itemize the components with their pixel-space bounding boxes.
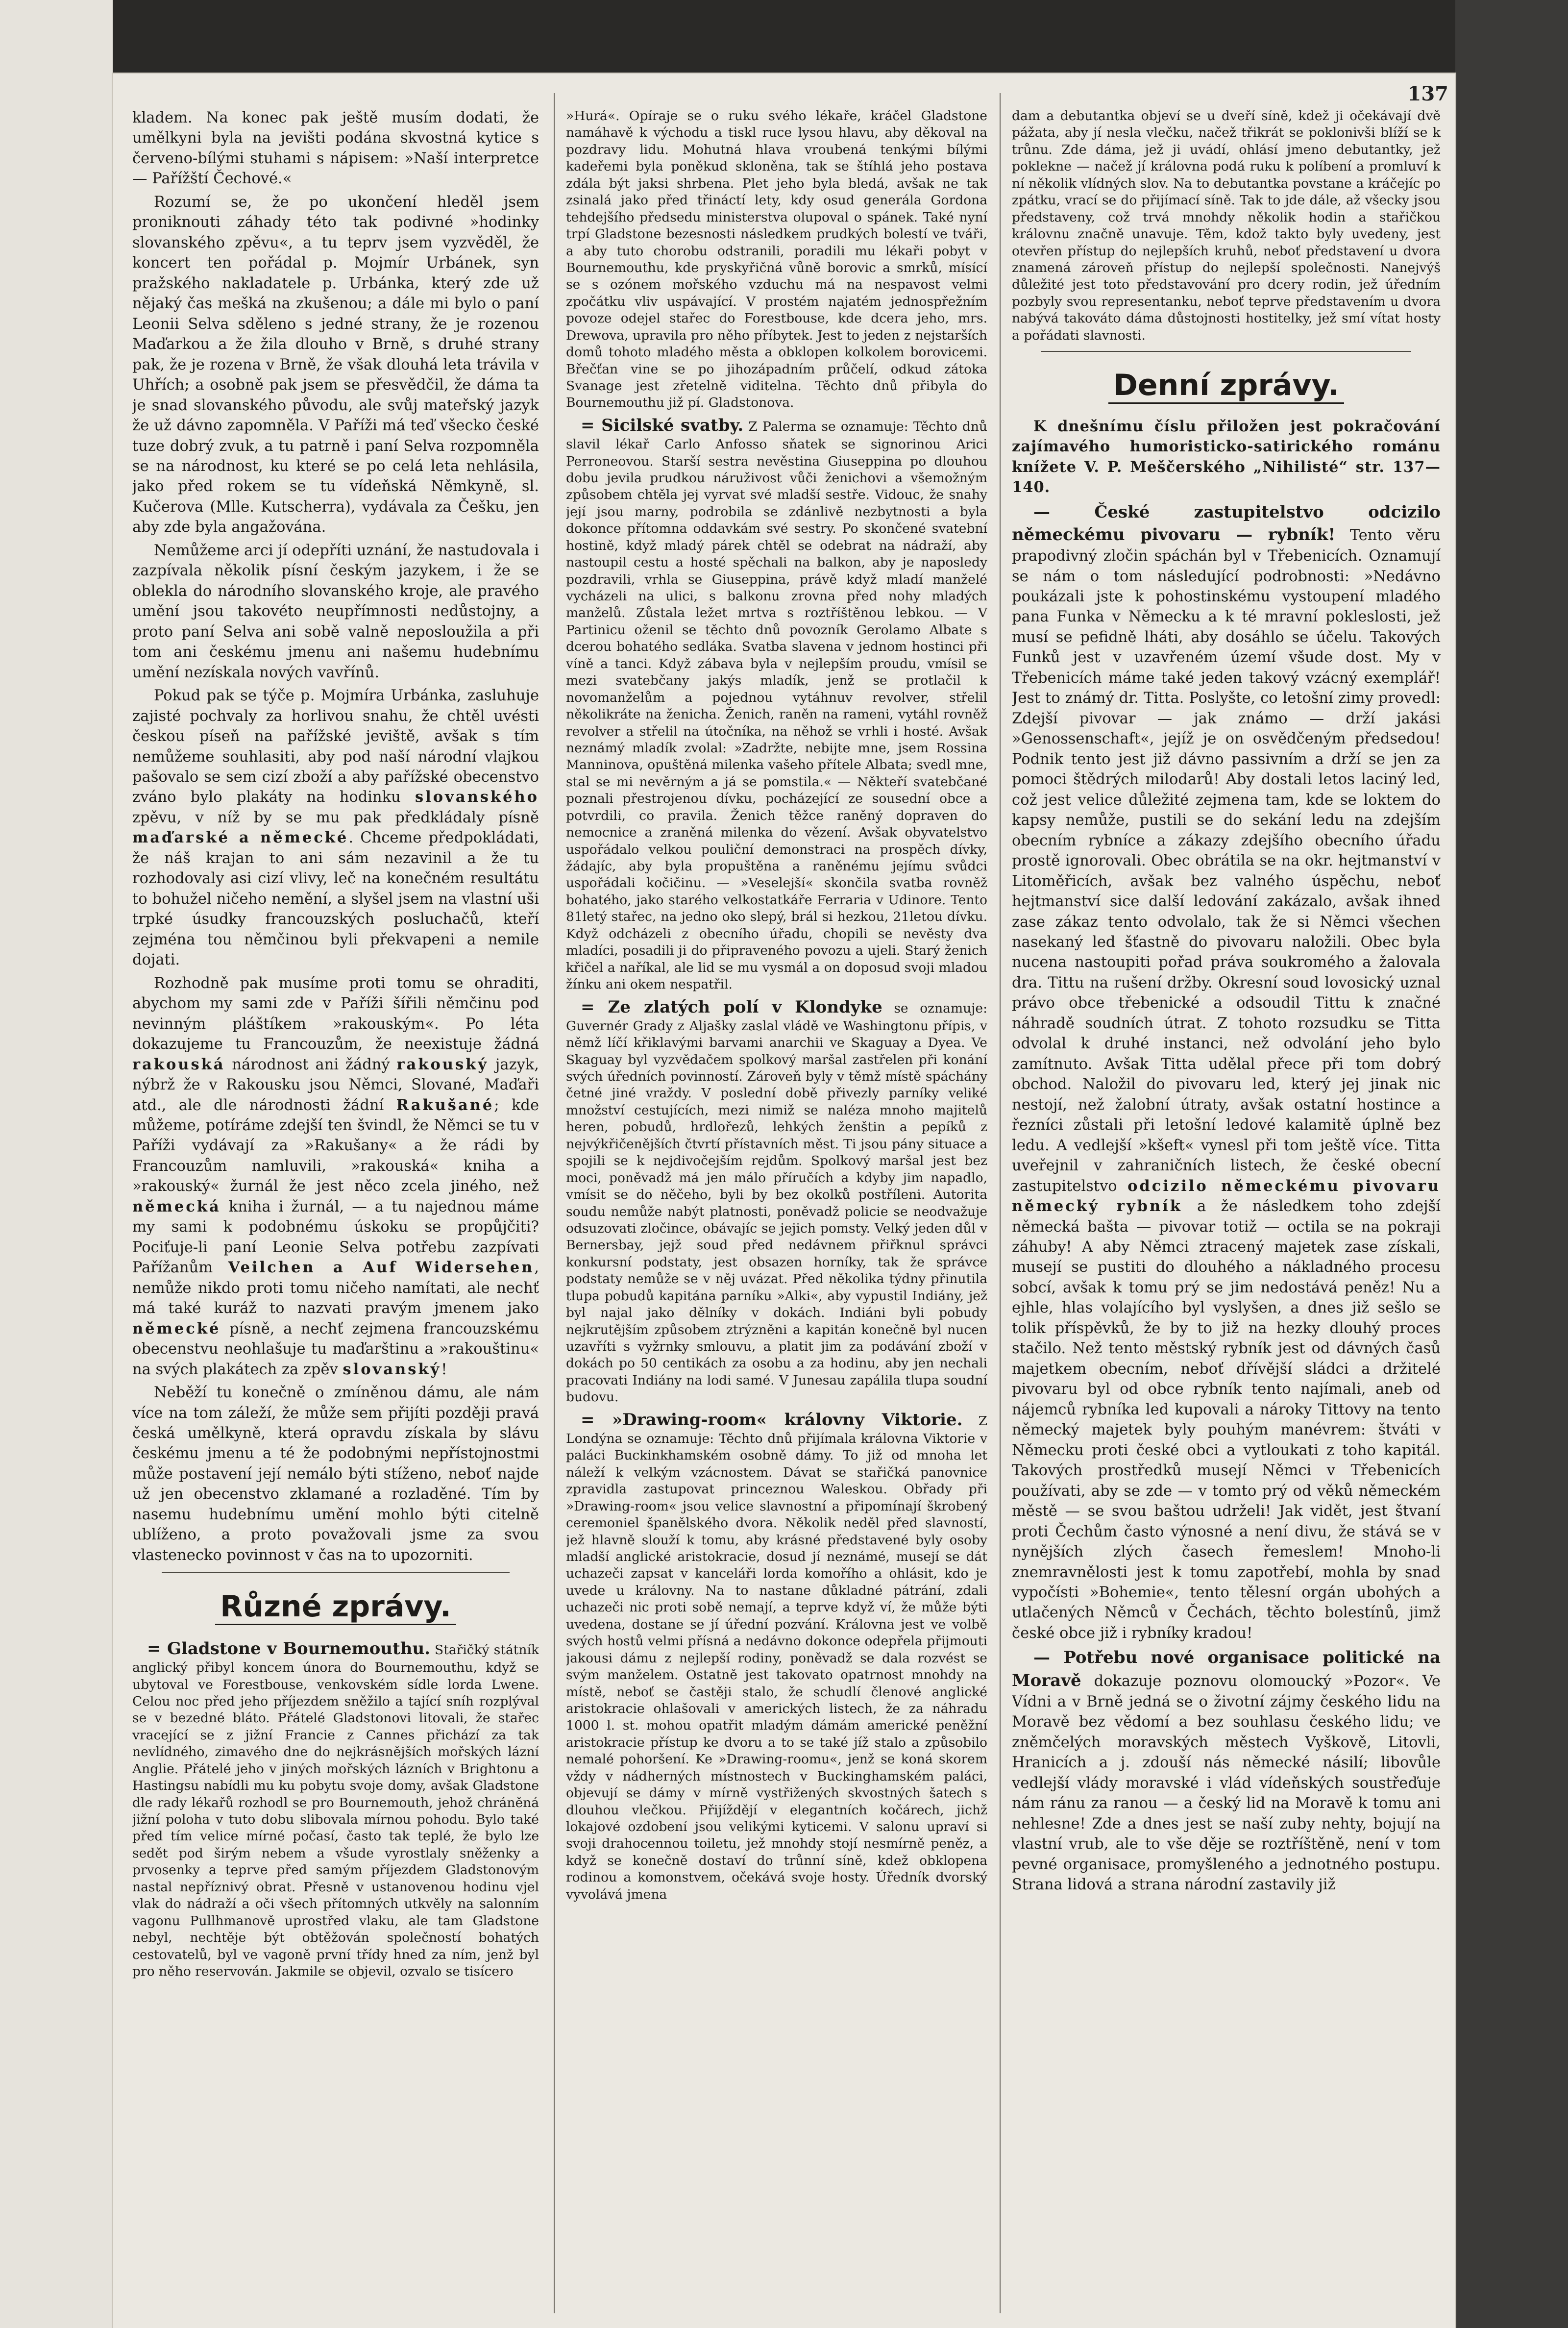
spaced-emphasis: odcizilo německému pivovaru německý rybník: [1012, 1177, 1441, 1215]
news-title: — Potřebu nové organisace politické na Moravě: [1012, 1648, 1441, 1690]
paragraph: Rozhodně pak musíme proti tomu se ohraditi, abychom my sami zde v Paříži šířili němčinu pod nevinným pláštíkem »rakouským«. Po léta dokazujeme tu Francouzům, že neexistuje žádná rakouská národnost ani žádný rakouský jazyk, nýbrž že v Rakousku jsou Němci, Slované, Maďaři atd., ale dle národnosti žádní Rakušané; kde můžeme, potíráme zdejší ten švindl, že Němci se tu v Paříži vydávají za »Rakušany« a že rádi by Francouzům namluvili, »rakouská« kniha a »rakouský« žurnál že jest něco zcela jiného, než německá kniha i žurnál, — a tu najednou máme my sami k podobnému úskoku se propůjčiti? Pociťuje-li paní Leonie Selva potřebu zazpívati Pařížanům Veilchen a Auf Widersehen, nemůže nikdo proti tomu ničeho namítati, ale nechť má také kuráž to nazvati pravým jmenem jako německé písně, a nechť zejmena francouzskému obecenstvu neohlašuje tu maďarštinu a »rakouštinu« na svých plakátech za zpěv slovanský!: [132, 974, 539, 1378]
paragraph: Nemůžeme arci jí odepříti uznání, že nastudovala i zazpívala několik písní českým jazykem, i že se oblekla do národního slovanského kroje, ale pravého umění jsou takovéto neupřímnosti nedůstojny, a proto paní Selva ani sobě valně neposloužila a při tom ani českému jmenu ani našemu hudebnímu umění nezískala nových vavřínů.: [132, 542, 539, 681]
news-title: = Sicilské svatby.: [581, 415, 744, 435]
news-item: = »Drawing-room« královny Viktorie. Z Londýna se oznamuje: Těchto dnů přijímala královna Viktorie v paláci Buckinkhamském osobně dámy. To již od mnoha let náleží k velkým vzácnostem. Dávat se stařičká panovnice zpravidla zastupovat princeznou Waleskou. Obřady při »Drawing-room« jsou velice slavnostní a připomínají škrobený ceremoniel španělského dvora. Několik neděl před slavností, jež hlavně slouží k tomu, aby krásné představené byly osoby mladší anglické aristokracie, dosud jí neznámé, musejí se dát uchazeči zapsat v kanceláři lorda komořího a ohlásit, kdo je uvede u královny. Na to nastane důkladné pátrání, zdali uchazeči nic proti sobě nemají, a teprve když ví, že může býti uvedena, dostane se jí úřední pozvání. Královna jest ve volbě svých hostů velmi přísná a nedávno dokonce odepřela přijmouti jakousi dámu z nejlepší rodiny, poněvadž se dala rozvést se svým manželem. Ostatně jest takovato opatrnost mnohdy na místě, neboť se častěji stalo, že schudlí členové anglické aristokracie ohlašovali v amerických listech, že za náhradu 1000 l. st. mohou opatřit mladým dámám americké peněžní aristokracie přístup ke dvoru a to se také jíž stalo a způsobilo nemalé pohoršení. Ke »Drawing-roomu«, jenž se koná skorem vždy v nádherných místnostech v Buckinghamském paláci, objevují se dámy v mírně vystřižených skvostných šatech s dlouhou vlečkou. Přijíždějí v elegantních kočárech, jichž lokajové ozdobení jsou velikými kyticemi. V salonu upraví si svoji drahocennou toiletu, jež mnohdy stojí nesmírně peněz, a když se konečně dostaví do trůnní síně, kdež obklopena rodinou a komonstvem, očekává svoje hosty. Úředník dvorský vyvolává jmena: [566, 1410, 987, 1902]
newspaper-page: [113, 74, 1455, 2328]
news-title: = Gladstone v Bournemouthu.: [147, 1638, 430, 1659]
news-text: »Hurá«. Opíraje se o ruku svého lékaře, kráčel Gladstone namáhavě k východu a tiskl ruce lysou hlavu, aby děkoval na pozdravy lidu. Mohutná hlava vroubená tenkými bílými kadeřemi byla poněkud skloněna, tak se štíhlá jeho postava zdála být jaksi shrbena. Plet jeho byla bledá, avšak ne tak zsinalá jako před třináctí lety, kdy osud generála Gordona tehdejšího předsedu ministerstva olupoval o spánek. Také nyní trpí Gladstone bezesnosti následkem prudkých bolestí ve tváři, a aby tuto chorobu odstranili, poradili mu lékaři pobyt v Bournemouthu, kde pryskyřičná vůně borovic a smrků, mísící se s ozónem mořského vzduchu má na nespavost velmi zpočátku vliv uspávající. V prostém najatém jednospřežním povoze odejel stařec do Forestbouse, kde dcera jeho, mrs. Drewova, upravila pro něho příbytek. Jest to jeden z nejstarších domů tohoto mladého města a obklopen kolkolem borovicemi. Břečťan vine se po jihozápadním průčelí, odkud zátoka Svanage jest zřetelně viditelna. Těchto dnů přibyla do Bournemouthu již pí. Gladstonova.: [566, 108, 987, 411]
news-text: dam a debutantka objeví se u dveří síně, kdež ji očekávají dvě pážata, aby jí nesla vlečku, načež třikrát se poklonivši blíží se k trůnu. Zde dáma, jež ji uvádí, ohlásí jmeno debutantky, jež poklekne — načež jí královna podá ruku k políbení a promluví k ní několik vlídných slov. Na to debutantka povstane a kráčejíc po zpátku, vrací se do přijímací síně. Tak to jde dále, až všecky jsou představeny, což trvá mnohdy několik hodin a stařičkou královnu značně unavuje. Těm, kdož takto byly uvedeny, jest otevřen přístup do nejlepších kruhů, neboť představení u dvora znamená zároveň přístup do nejlepší společnosti. Nanejvýš důležité jest toto představování pro dcery rodin, jež úředním pozbyly svou representanku, neboť teprve představením u dvora nabývá takováto dáma důstojnosti hostitelky, jež smí vítat hosty a pořádati slavnosti.: [1012, 108, 1441, 343]
news-item: = Ze zlatých polí v Klondyke se oznamuje: Guvernér Grady z Aljašky zaslal vládě ve Washingtonu přípis, v němž líčí křiklavými barvami anarchii ve Skaguay a Dyea. Ve Skaguay byl vyzvědačem spolkový maršal zastřelen při konání svých úředních povinností. Zároveň byly v těmž místě spáchány četné jiné vraždy. V poslední době přivezly parníky veliké množství cestujících, mezi nimiž se naléza mnoho majitelů heren, pobudů, hrdlořezů, lehkých ženštin a pepíků z nejvýkřičenějších čtvrtí přístavních měst. Ti jsou pány situace a spojili se k nejdivočejším rejdům. Spolkový maršal jest bez moci, poněvadž má jen málo příručích a kdyby jim napadlo, vmísit se do něčeho, byli by bez okolků postříleni. Autorita soudu nemůže nabýt platnosti, poněvadž policie se neodvažuje odsuzovati zločince, obávajíc se jejich pomsty. Velký jeden důl v Bernersbay, jejž soud před nedávnem přiřknul správci konkursní podstaty, jest obsazen horníky, tak že správce podstaty nemůže se v něj uvázat. Před několika týdny přinutila tlupa pobudů kapitána parníku »Alki«, aby vypustil Indiány, jež byl najal jako dělníky v dokách. Indiáni byli pobudy nejkrutějším způsobem ztrýzněni a kapitán konečně byl nucen uzavříti s vyžrnky smlouvu, a platit jim za podávání zboží v dokách po 50 centikách za osobu a za hodinu, aby jen nechali pracovati Indiány na lodi samé. V Junesau zapálila tlupa soudní budovu.: [566, 997, 987, 1405]
spaced-emphasis: maďarské a německé: [132, 829, 349, 847]
news-item: — České zastupitelstvo odcizilo německému pivovaru — rybník! Tento věru prapodivný zločin spáchán byl v Třebenicích. Oznamují se nám o tom následující podrobnosti: »Nedávno poukázali jste k pohostinskému vystoupení mladého pana Funka v Německu a k té mravní pokleslosti, jež musí se pefidně lháti, aby dosáhlo se účelu. Takových Funků jest v uzavřeném území všude dost. My v Třebenicích máme také jeden takový vzácný exemplář! Jest to známý dr. Titta. Poslyšte, co letošní zimy provedl: Zdejší pivovar — jak známo — drží jakási »Genossenschaft«, jejíž je on osvědčeným předsedou! Podnik tento jest již dávno passivním a drží se jen za pomoci štědrých milodarů! Aby dostali letos laciný led, což jest velice důležité zejmena tam, kde se loktem do kapsy nemůže, pustili se do sekání ledu na zdejším obecním rybníce a zákazy zdejšího obecního úřadu prostě ignorovali. Obec obrátila se na okr. hejtmanství v Litoměřicích, avšak bez valného úspěchu, neboť hejtmanství sice další ledování zakázalo, avšak ihned zase zákaz tento odvolalo, tak že si Němci všechen nasekaný led šťastně do pivovaru naložili. Obec byla nucena nastoupiti pořad práva soukromého a žalovala dra. Tittu na rušení držby. Okresní soud lovosický uznal právo obce třebenické a odsoudil Tittu k značné náhradě soudních útrat. Z tohoto rozsudku se Titta odvolal k druhé instanci, než odvolání jeho bylo zamítnuto. Avšak Titta udělal přece při tom dobrý obchod. Naložil do pivovaru led, který jej jinak nic nestojí, než žalobní útraty, avšak ostatní hostince a řezníci zůstali při letošní ledové kalamitě úplně bez ledu. A vedlejší »kšeft« vynesl při tom ještě více. Titta uveřejnil v zahraničních listech, že české obecní zastupitelstvo odcizilo německému pivovaru německý rybník a že následkem toho zdejší německá bašta — pivovar totiž — octila se na pokraji záhuby! A aby Němci ztracený majetek zase získali, musejí se pustiti do dlouhého a nákladného procesu sobcí, avšak k tomu prý se jim nedostává peněz! Nu a ejhle, hlas volajícího byl vyslyšen, a dnes již sešlo se tolik příspěvků, že by to již na hezky dlouhý proces stačilo. Než tento městský rybník jest od dávných časů majetkem obecním, neboť dřívější sládci a držitelé pivovaru byl od obce rybník tento najímali, aneb od nájemců rybníka led kupovali a nároky Tittovy na tento německý majetek byly pouhým manévrem: štváti v Německu proti české obci a vytloukati z toho kapitál. Takových prostředků musejí Němci v Třebenicích používati, aby se zde — v tomto prý od věků německém městě — se svou baštou udrželi! Jak vidět, jest štvaní proti Čechům často výnosné a není divu, že stává se v nynějších zlých časech řemeslem! Mnoho-li znemravnělosti jest k tomu zapotřebí, mohla by snad vypočísti »Bohemie«, tento tělesní orgán ubohých a utlačených Němců v Čechách, těchto bolestínů, jimž české obce již i rybníky kradou!: [1012, 502, 1441, 1642]
section-heading: Denní zprávy.: [1012, 366, 1441, 406]
paragraph: Neběží tu konečně o zmíněnou dámu, ale nám více na tom záleží, že může sem přijíti později pravá česká umělkyně, která opravdu získala by slávu českému jmenu a té že podobnými nepřístojnostmi může postavení její nemálo býti stíženo, neboť najde už jen obecenstvo zklamané a rozladěné. Tím by nasemu hudebnímu umění mohlo býti citelně ublíženo, a proto považovali jsme za svou vlastenecko povinnost v čas na to upozorniti.: [132, 1384, 539, 1564]
news-title: — České zastupitelstvo odcizilo německému pivovaru — rybník!: [1012, 502, 1441, 545]
news-item: [132, 1638, 539, 1981]
supplement-notice: K dnešnímu číslu přiložen jest pokračování zajímavého humoristicko-satirického románu knížete V. P. Meščerského „Nihilisté“ str. 137—140.: [1012, 417, 1441, 496]
column-1: [132, 108, 539, 2313]
news-title: = Ze zlatých polí v Klondyke: [581, 997, 882, 1017]
column-rule: [554, 93, 555, 2313]
scan-top-edge: [0, 0, 1568, 74]
column-3: [1012, 108, 1441, 2313]
news-item: — Potřebu nové organisace politické na Moravě dokazuje poznovu olomoucký »Pozor«. Ve Vídni a v Brně jedná se o životní zájmy českého lidu na Moravě bez vědomí a bez souhlasu českého lidu; ve zněmčelých moravských městech Vyškově, Litovli, Hranicích a j. zdouší nás německé násilí; libovůle vedlejší vlády moravské i vlád vídeňských soustřeďuje nám ránu za ranou — a český lid na Moravě k tomu ani nehlesne! Zde a dnes jest se naší zuby nehty, bojují na vlastní vrub, ale to vše děje se roztříštěně, není v tom pevné organisace, promyšleného a jednotného postupu. Strana lidová a strana národní zastavily již: [1012, 1648, 1441, 1894]
news-item: = Sicilské svatby. Z Palerma se oznamuje: Těchto dnů slavil lékař Carlo Anfosso sňatek se signorinou Arici Perroneovou. Starší sestra nevěstina Giuseppina po dlouhou dobu jevila prudkou náruživost vůči ženichovi a všemožným způsobem chtěla jej vyrvat své mladší sestře. Vidouc, že snahy její jsou marny, podrobila se zdánlivě nezbytnosti a byla dokonce přítomna oddavkám své sestry. Po skončené svatební hostině, když mladý párek chtěl se odebrat na nádraží, aby nastoupil cestu a hosté spěchali na balkon, aby je naposledy pozdravili, vrhla se Giuseppina, právě když mladí manželé vycházeli na ulici, s balkonu zrovna před nohy mladých manželů. Zůstala ležet mrtva s roztříštěnou lebkou. — V Partinicu oženil se těchto dnů povozník Gerolamo Albate s dcerou bohatého sedláka. Svatba slavena v jednom hostinci při víně a tanci. Když zábava byla v nejlepším proudu, vmísil se mezi svatebčany jakýs mladík, jenž se protlačil k novomanželům a pojednou vytáhnuv revolver, střelil několikráte na ženicha. Ženich, raněn na rameni, vytáhl rovněž revolver a střelil na útočníka, na něhož se vrhli i hosté. Avšak neznámý mladík zvolal: »Zadržte, nebijte mne, jsem Rossina Manninova, opuštěná milenka vašeho přítele Albata; svedl mne, stal se mi nevěrným a já se pomstila.« — Někteří svatebčané poznali přestrojenou dívku, pocházející ze sousední obce a potvrdili, co pravila. Ženich těžce raněný dopraven do nemocnice a zraněná milenka do vězení. Avšak obyvatelstvo uspořádalo velkou pouliční demonstraci na prospěch dívky, žádajíc, aby byla propuštěna a raněnému jejímu svůdci uspořádali kočičinu. — »Veselejší« skončila svatba rovněž bohatého, jako starého velkostatkáře Ferraria v Udinore. Tento 81letý stařec, na jedno oko slepý, brál si hezkou, 21letou dívku. Když odcházeli z obecního úřadu, chopili se nevěsty dva mladíci, posadili ji do připraveného povozu a ujeli. Starý ženich křičel a naříkal, ale lid se mu vysmál a on doposud svoji mladou žínku ani okem nespatřil.: [566, 415, 987, 992]
scan-right-edge: [1455, 0, 1568, 2328]
scan-left-margin: [0, 0, 113, 2328]
divider: [162, 1572, 510, 1573]
spaced-emphasis: slovanského: [415, 788, 539, 806]
paragraph: kladem. Na konec pak ještě musím dodati, že umělkyni byla na jevišti podána skvostná kytice s červeno-bílými stuhami s nápisem: »Naší interpretce — Pařížští Čechové.«: [132, 109, 539, 188]
news-title: = »Drawing-room« královny Viktorie.: [581, 1410, 963, 1430]
page-number: 137: [1407, 82, 1448, 105]
divider: [1041, 351, 1411, 352]
paragraph: Pokud pak se týče p. Mojmíra Urbánka, zasluhuje zajisté pochvaly za horlivou snahu, že chtěl uvésti českou píseň na pařížské jeviště, avšak s tím nemůžeme souhlasiti, aby pod naší národní vlajkou pašovalo se sem cizí zboží a aby pařížské obecenstvo zváno bylo plakáty na hodinku slovanského zpěvu, v níž by se mu pak předkládaly písně maďarské a německé. Chceme předpokládati, že náš krajan to ani sám nezavinil a že tu rozhodovaly asi cizí vlivy, leč na konečném resultátu to bohužel ničeho nemění, a slyšel jsem na vlastní uši trpké úsudky francouzských posluchačů, kteří zejména tou němčinou byli překvapeni a nemile dojati.: [132, 687, 539, 969]
section-heading: Různé zprávy.: [132, 1587, 539, 1627]
paragraph: Rozumí se, že po ukončení hleděl jsem proniknouti záhady této tak podivné »hodinky slovanského zpěvu«, a tu teprv jsem vyzvěděl, že koncert ten pořádal p. Mojmír Urbánek, syn pražského nakladatele p. Urbánka, který zde už nějaký čas mešká na zkušenou; a dále mi bylo o paní Leonii Selva sděleno s jedné strany, že je rozenou Maďarkou a že žila dlouho v Brně, s druhé strany pak, že je rozena v Brně, že však dlouhá leta trávila v Uhřích; a osobně pak jsem se přesvědčil, že dáma ta je snad slovanského původu, ale svůj mateřský jazyk že už dávno zapomněla. V Paříži má teď všecko české tuze dobrý zvuk, a tu patrně i paní Selva rozpomněla se na národnost, ku které se po celá leta nehlásila, jako před rokem se tu vídeňská Němkyně, sl. Kučerova (Mlle. Kutscherra), vydávala za Češku, jen aby zde byla angažována.: [132, 193, 539, 536]
news-text: Stařičký státník anglický přibyl koncem února do Bournemouthu, když se ubytoval ve Forestbouse, venkovském sídle lorda Lwene. Celou noc před jeho příjezdem sněžilo a tající sníh rozplýval se v bezedné bláto. Přátelé Gladstonovi litovali, že stařec vracející se z jižní Francie z Cannes přichází za tak nevlídného, zimavého dne do nejkrásnějších mořských lázní Anglie. Přátelé jeho v jiných mořských lázních v Brightonu a Hastingsu nabídli mu ku pobytu svoje domy, avšak Gladstone dle rady lékařů rozhodl se pro Bournemouth, jehož chráněná jižní poloha v tuto dobu slibovala mírnou pohodu. Bylo také před tím velice mírné počasí, často tak teplé, že bylo lze sedět pod širým nebem a všude vyrostlaly sněženky a prvosenky a teprve před samým příjezdem Gladstonovým nastal nepříznivý obrat. Přesně v ustanovenou hodinu vjel vlak do nádraží a oči všech přítomných utkvěly na salonním vagonu Pullhmanově uprostřed vlaku, ale tam Gladstone nebyl, nechtěje být obtěžován společností bohatých cestovatelů, byl ve vagoně první třídy hned za ním, jenž byl pro něho reservován. Jakmile se objevil, ozvalo se tisícero: [132, 1642, 539, 1979]
column-rule: [1000, 93, 1001, 2313]
column-2: [566, 108, 987, 2313]
